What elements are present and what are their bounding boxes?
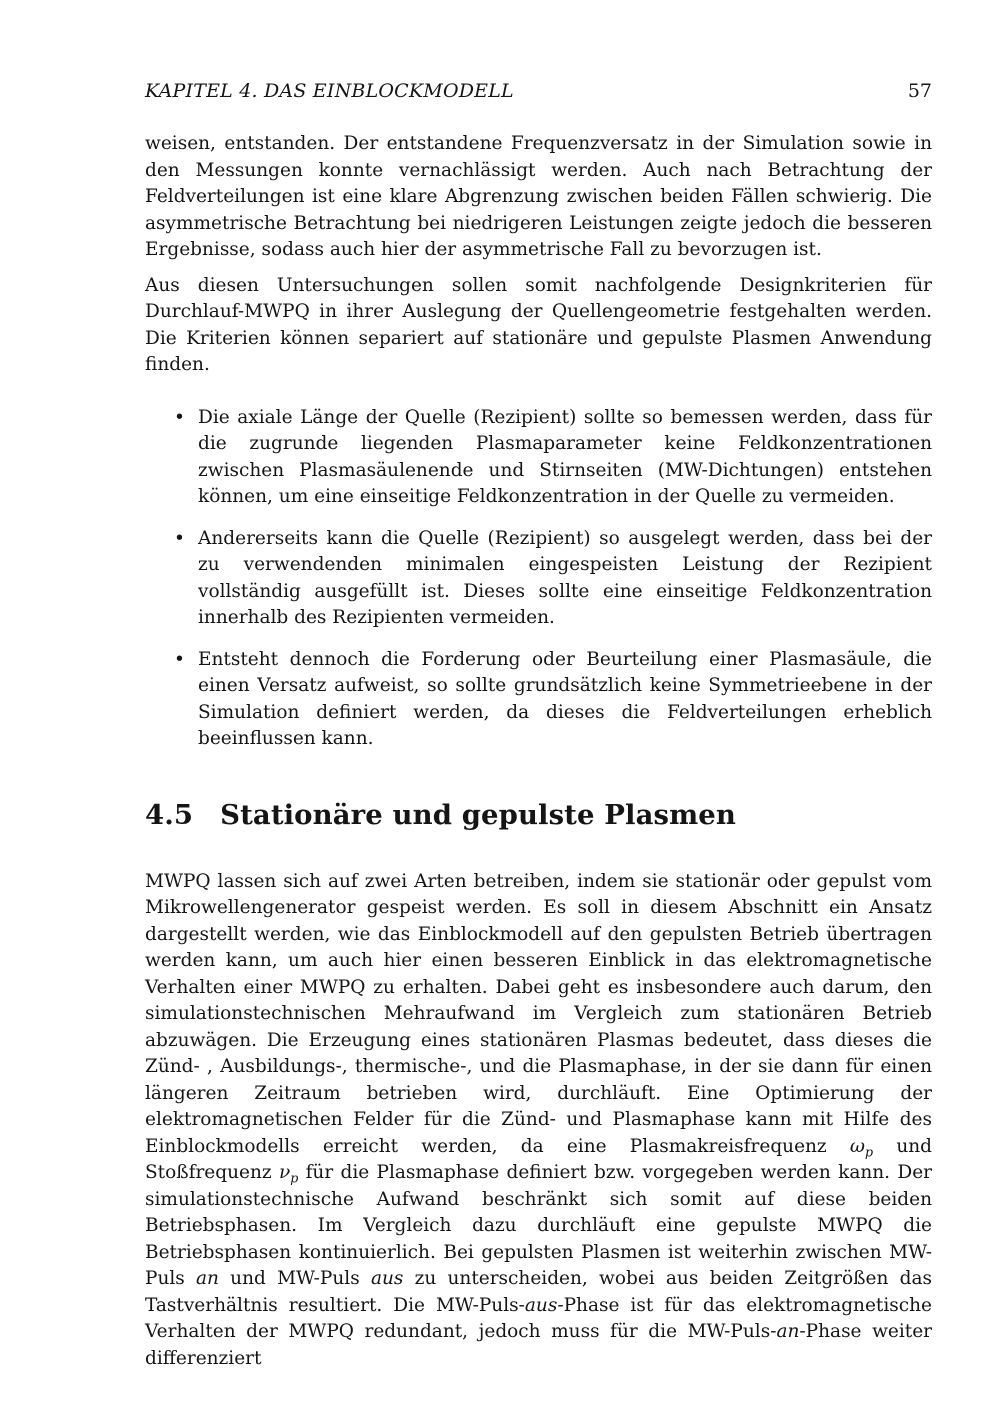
page-number: 57	[907, 80, 932, 102]
paragraph-frequenzversatz: weisen, entstanden. Der entstandene Frequenzversatz in der Simulation sowie in den Messungen konnte vernachlässigt werden. Auch nach Betrachtung der Feldverteilungen ist eine klare Abgrenzung zwischen beiden Fällen schwierig. Die asymmetrische Betrachtung bei niedrigeren Leistungen zeigte jedoch die besseren Ergebnisse, sodass auch hier der asymmetrische Fall zu bevorzugen ist.	[145, 133, 932, 260]
paragraph-stationaere-gepulste: MWPQ lassen sich auf zwei Arten betreiben, indem sie stationär oder gepulst vom Mikrowellengenerator gespeist werden. Es soll in diesem Abschnitt ein Ansatz dargestellt werden, wie das Einblockmodell auf den gepulsten Betrieb übertragen werden kann, um auch hier einen besseren Einblick in das elektromagnetische Verhalten einer MWPQ zu erhalten. Dabei geht es insbesondere auch darum, den simulationstechnischen Mehraufwand im Vergleich zum stationären Betrieb abzuwägen. Die Erzeugung eines stationären Plasmas bedeutet, dass dieses die Zünd- , Ausbildungs-, thermische-, und die Plasmaphase, in der sie dann für einen längeren Zeitraum betrieben wird, durchläuft. Eine Optimierung der elektromagnetischen Felder für die Zünd- und Plasmaphase kann mit Hilfe des Einblockmodells erreicht werden, da eine Plasmakreisfrequenz $\omega_p$ und Stoßfrequenz $\nu_p$ für die Plasmaphase definiert bzw. vorgegeben werden kann. Der simulationstechnische Aufwand beschränkt sich somit auf diese beiden Betriebsphasen. Im Vergleich dazu durchläuft eine gepulste MWPQ die Betriebsphasen kontinuierlich. Bei gepulsten Plasmen ist weiterhin zwischen MW-Puls an und MW-Puls aus zu unterscheiden, wobei aus beiden Zeitgrößen das Tastverhältnis resultiert. Die MW-Puls-aus-Phase ist für das elektromagnetische Verhalten der MWPQ redundant, jedoch muss für die MW-Puls-an-Phase weiter differenziert	[145, 870, 932, 1369]
section-title: Stationäre und gepulste Plasmen	[220, 798, 736, 831]
running-header	[145, 78, 932, 104]
design-criteria-list	[145, 405, 932, 753]
list-item-axiale-laenge: • Die axiale Länge der Quelle (Rezipient) sollte so bemessen werden, dass für die zugrunde liegenden Plasmaparameter keine Feldkonzentrationen zwischen Plasmasäulenende und Stirnseiten (MW-Dichtungen) entstehen können, um eine einseitige Feldkonzentration in der Quelle zu vermeiden.	[198, 405, 932, 511]
list-item-quelle-auslegung: • Andererseits kann die Quelle (Rezipient) so ausgelegt werden, dass bei der zu verwendenden minimalen eingespeisten Leistung der Rezipient vollständig ausgefüllt ist. Dieses sollte eine einseitige Feldkonzentration innerhalb des Rezipienten vermeiden.	[198, 526, 932, 632]
page-content	[145, 78, 932, 1372]
list-item-symmetrieebene: • Entsteht dennoch die Forderung oder Beurteilung einer Plasmasäule, die einen Versatz aufweist, so sollte grundsätzlich keine Symmetrieebene in der Simulation definiert werden, da dieses die Feldverteilungen erheblich beeinflussen kann.	[198, 647, 932, 753]
section-number: 4.5	[145, 798, 194, 831]
chapter-header: KAPITEL 4. DAS EINBLOCKMODELL	[145, 80, 514, 102]
section-heading	[145, 800, 932, 831]
paragraph-designkriterien: Aus diesen Untersuchungen sollen somit nachfolgende Designkriterien für Durchlauf-MWPQ in ihrer Auslegung der Quellengeometrie festgehalten werden. Die Kriterien können separiert auf stationäre und gepulste Plasmen Anwendung finden.	[145, 274, 932, 375]
